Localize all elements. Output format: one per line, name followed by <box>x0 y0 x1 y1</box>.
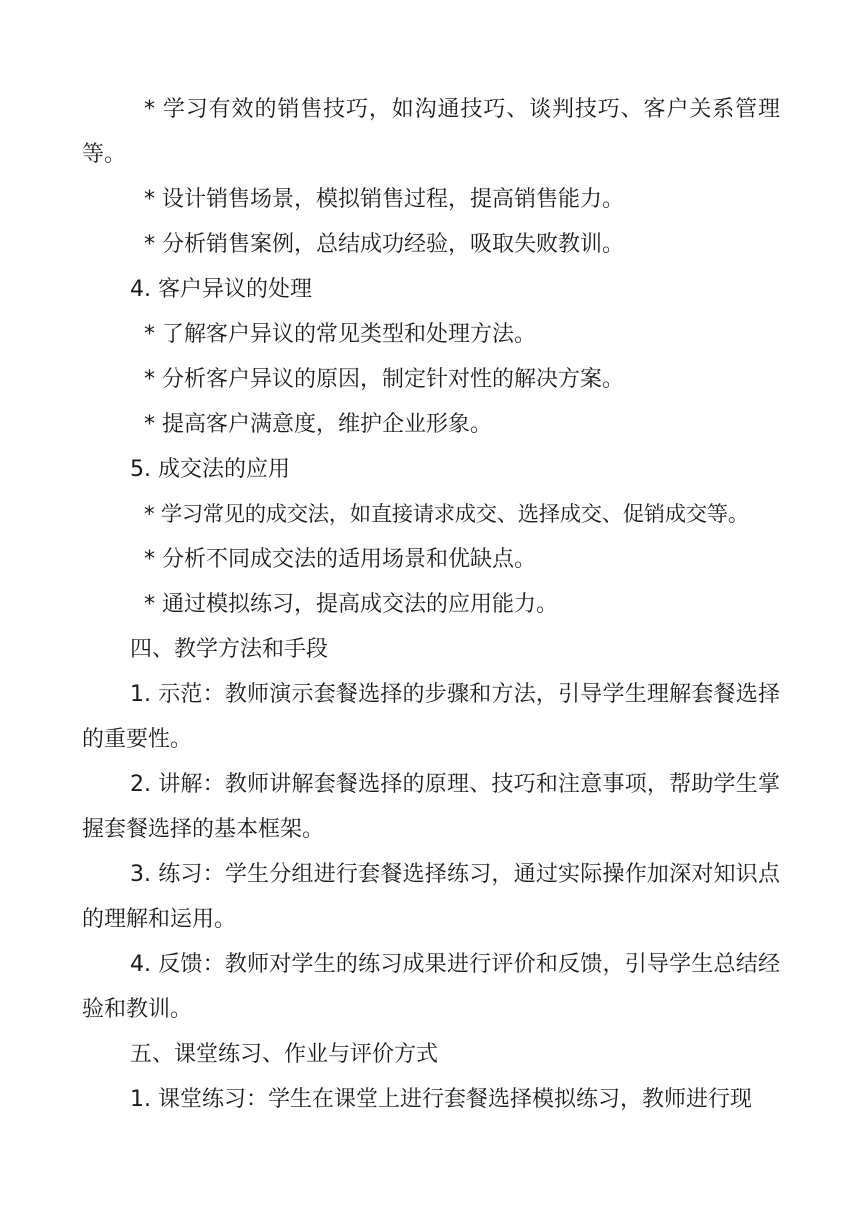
bullet-item: * 分析客户异议的原因，制定针对性的解决方案。 <box>144 367 624 392</box>
bullet-item: * 了解客户异议的常见类型和处理方法。 <box>144 322 536 347</box>
section-heading: 四、教学方法和手段 <box>130 637 329 662</box>
method-paragraph: 4. 反馈：教师对学生的练习成果进行评价和反馈，引导学生总结经验和教训。 <box>82 952 780 1022</box>
document-body <box>82 87 780 1122</box>
method-paragraph: 3. 练习：学生分组进行套餐选择练习，通过实际操作加深对知识点的理解和运用。 <box>82 862 780 932</box>
bullet-item: * 分析销售案例，总结成功经验，吸取失败教训。 <box>144 232 624 257</box>
exercise-paragraph: 1. 课堂练习：学生在课堂上进行套餐选择模拟练习，教师进行现 <box>130 1087 752 1112</box>
bullet-item: * 学习有效的销售技巧，如沟通技巧、谈判技巧、客户关系管理等。 <box>82 97 780 167</box>
bullet-item: * 学习常见的成交法，如直接请求成交、选择成交、促销成交等。 <box>144 502 749 527</box>
bullet-item: * 设计销售场景，模拟销售过程，提高销售能力。 <box>144 187 624 212</box>
bullet-item: * 提高客户满意度，维护企业形象。 <box>144 412 492 437</box>
bullet-item: * 分析不同成交法的适用场景和优缺点。 <box>144 547 536 572</box>
section-heading: 五、课堂练习、作业与评价方式 <box>130 1042 439 1067</box>
numbered-heading: 5. 成交法的应用 <box>130 457 290 482</box>
method-paragraph: 1. 示范：教师演示套餐选择的步骤和方法，引导学生理解套餐选择的重要性。 <box>82 682 780 752</box>
method-paragraph: 2. 讲解：教师讲解套餐选择的原理、技巧和注意事项，帮助学生掌握套餐选择的基本框架。 <box>82 772 780 842</box>
numbered-heading: 4. 客户异议的处理 <box>130 277 312 302</box>
bullet-item: * 通过模拟练习，提高成交法的应用能力。 <box>144 592 558 617</box>
